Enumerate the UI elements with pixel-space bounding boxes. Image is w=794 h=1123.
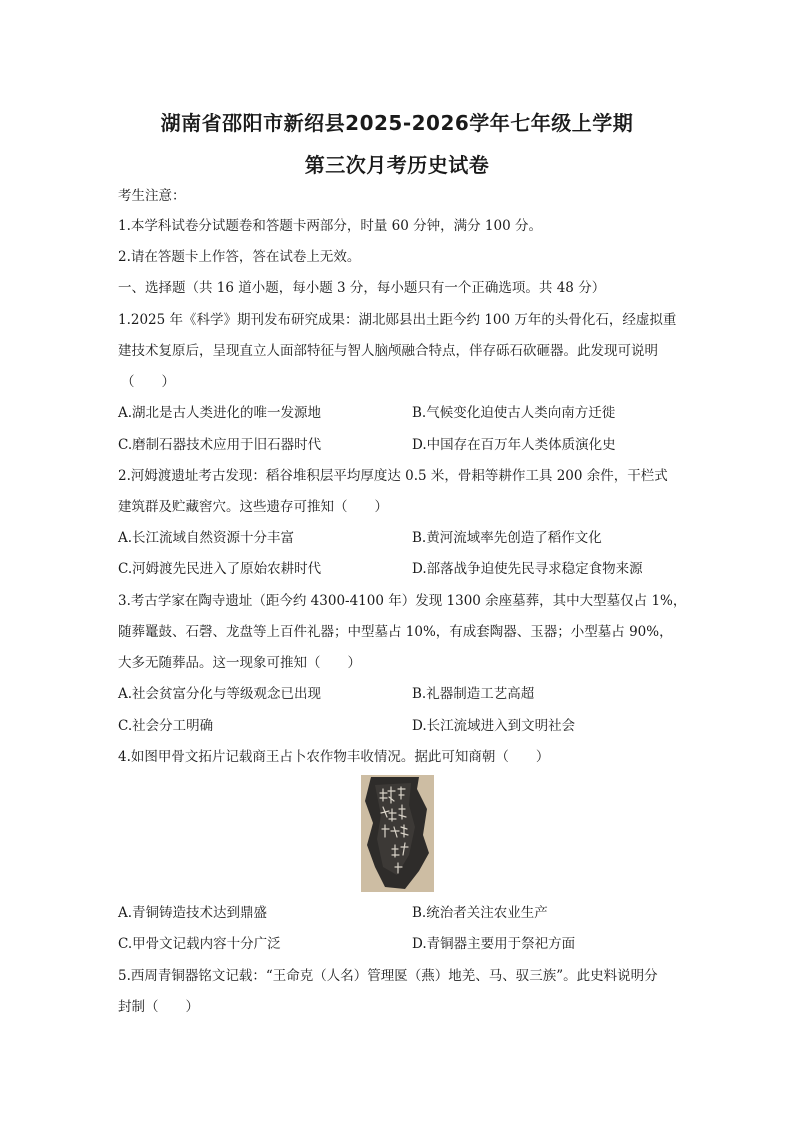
q2-stem-line2: 建筑群及贮藏窖穴。这些遗存可推知（ ）: [118, 499, 388, 515]
q1-stem-line1: 1.2025 年《科学》期刊发布研究成果：湖北郧县出土距今约 100 万年的头骨化石，经虚拟重: [118, 312, 677, 328]
q3-option-d: D.长江流域进入到文明社会: [412, 718, 576, 734]
q3-option-c: C.社会分工明确: [118, 718, 214, 734]
q3-stem-line2: 随葬鼍鼓、石磬、龙盘等上百件礼器；中型墓占 10%，有成套陶器、玉器；小型墓占 90%，: [118, 624, 673, 640]
q1-option-c: C.磨制石器技术应用于旧石器时代: [118, 437, 322, 453]
q4-option-b: B.统治者关注农业生产: [412, 905, 548, 921]
notice-item-1: 1.本学科试卷分试题卷和答题卡两部分，时量 60 分钟，满分 100 分。: [118, 218, 542, 234]
q2-stem-line1: 2.河姆渡遗址考古发现：稻谷堆积层平均厚度达 0.5 米，骨耜等耕作工具 200 余件，干栏式: [118, 468, 668, 484]
q2-option-c: C.河姆渡先民进入了原始农耕时代: [118, 561, 322, 577]
q1-stem-line2: 建技术复原后，呈现直立人面部特征与智人脑颅融合特点，伴存砾石砍砸器。此发现可说明: [118, 343, 658, 359]
q2-option-d: D.部落战争迫使先民寻求稳定食物来源: [412, 561, 643, 577]
section-heading: 一、选择题（共 16 道小题，每小题 3 分，每小题只有一个正确选项。共 48 分）: [118, 280, 606, 296]
q1-answer-blank: （ ）: [121, 374, 175, 390]
q4-stem-line1: 4.如图甲骨文拓片记载商王占卜农作物丰收情况。据此可知商朝（ ）: [118, 749, 550, 765]
exam-title-line1: 湖南省邵阳市新绍县2025-2026学年七年级上学期: [160, 111, 634, 135]
notice-item-2: 2.请在答题卡上作答，答在试卷上无效。: [118, 249, 361, 265]
q3-option-b: B.礼器制造工艺高超: [412, 686, 535, 702]
q5-stem-line2: 封制（ ）: [118, 999, 199, 1015]
q3-option-a: A.社会贫富分化与等级观念已出现: [118, 686, 322, 702]
q2-option-a: A.长江流域自然资源十分丰富: [118, 530, 295, 546]
q1-option-d: D.中国存在百万年人类体质演化史: [412, 437, 616, 453]
q1-option-b: B.气候变化迫使古人类向南方迁徙: [412, 405, 616, 421]
q4-option-d: D.青铜器主要用于祭祀方面: [412, 936, 576, 952]
oracle-bone-rubbing-image: [361, 775, 434, 892]
notice-header: 考生注意：: [118, 188, 186, 204]
q4-option-a: A.青铜铸造技术达到鼎盛: [118, 905, 268, 921]
q3-stem-line1: 3.考古学家在陶寺遗址（距今约 4300-4100 年）发现 1300 余座墓葬，其中大型墓仅占 1%，: [118, 593, 687, 609]
q4-option-c: C.甲骨文记载内容十分广泛: [118, 936, 281, 952]
q1-option-a: A.湖北是古人类进化的唯一发源地: [118, 405, 322, 421]
q3-stem-line3: 大多无随葬品。这一现象可推知（ ）: [118, 655, 361, 671]
q5-stem-line1: 5.西周青铜器铭文记载：“王命克（人名）管理匽（燕）地羌、马、驭三族”。此史料说明分: [118, 968, 658, 984]
q2-option-b: B.黄河流域率先创造了稻作文化: [412, 530, 602, 546]
exam-title-line2: 第三次月考历史试卷: [304, 153, 490, 177]
